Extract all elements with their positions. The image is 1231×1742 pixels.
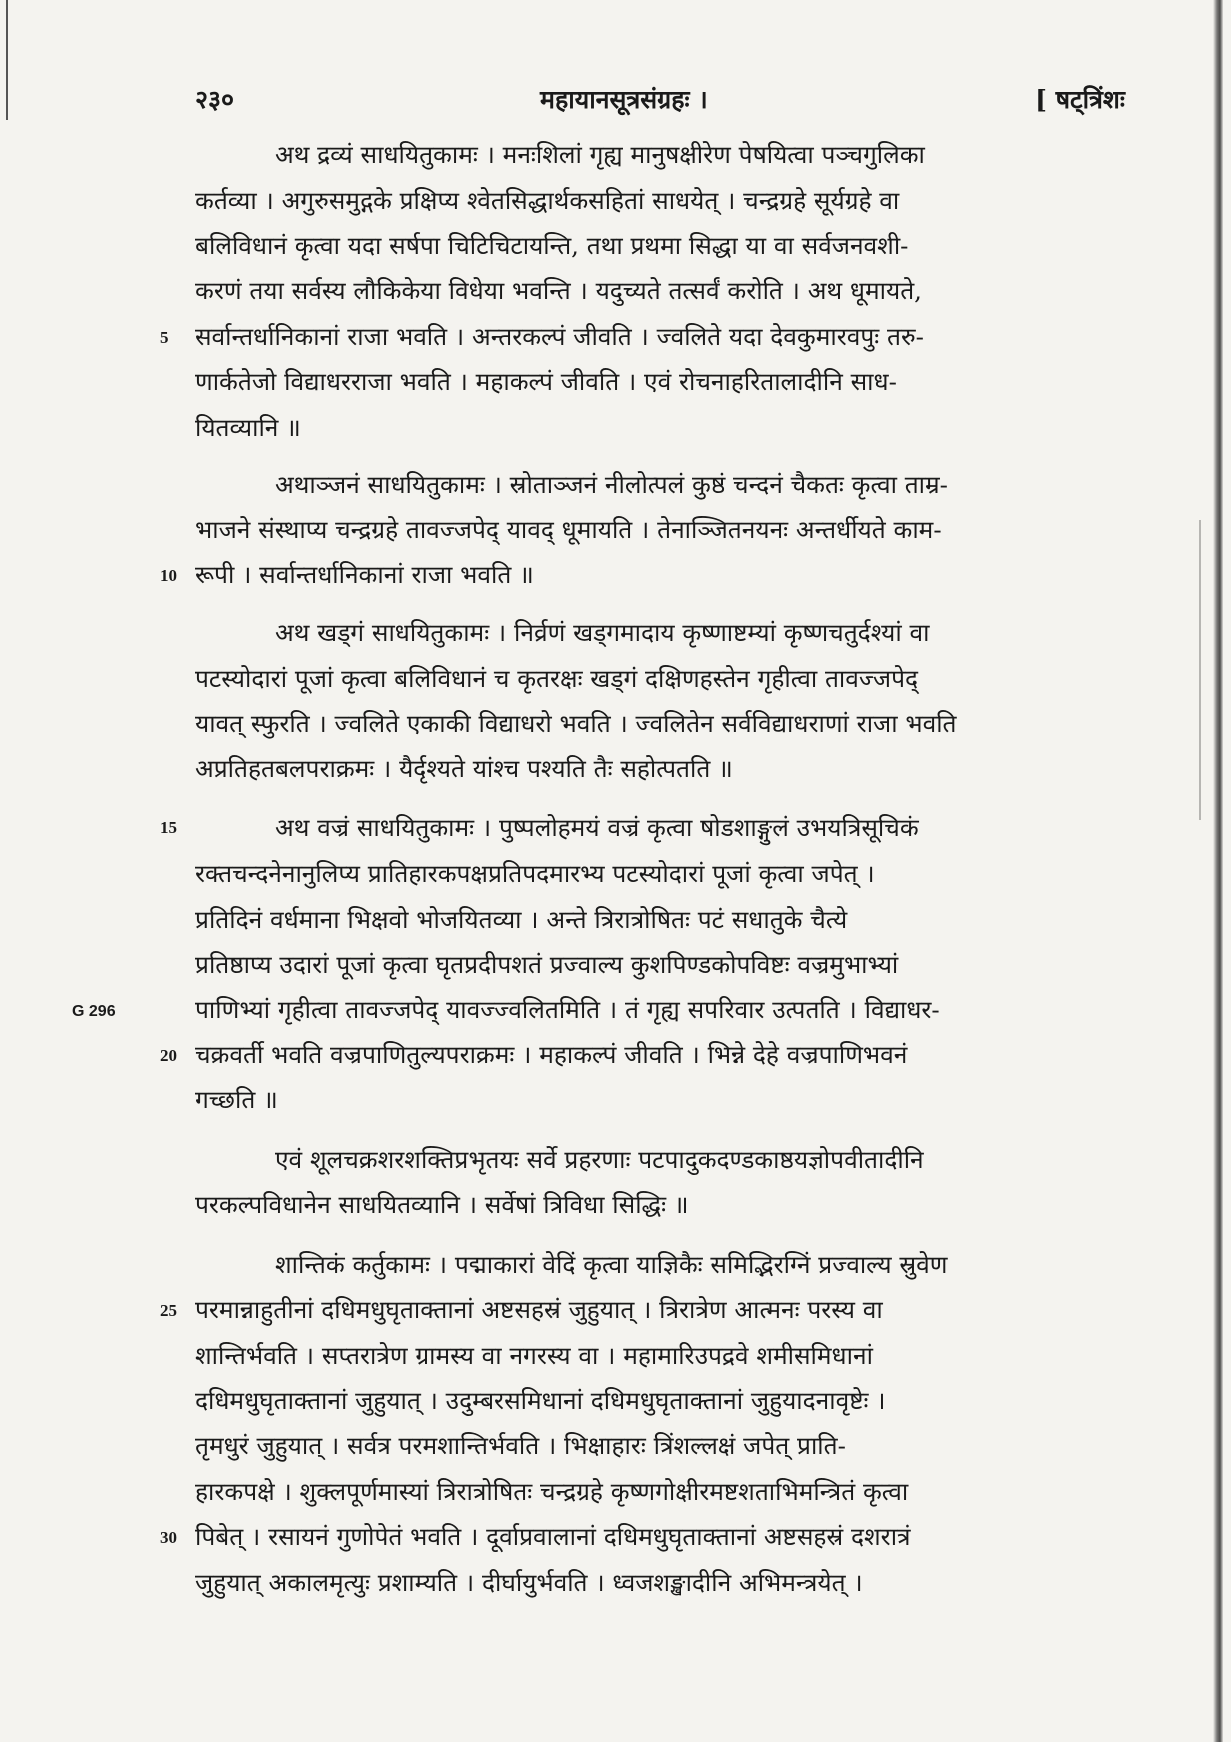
text-line: अप्रतिहतबलपराक्रमः । यैर्दृश्यते यांश्च पश्यति तैः सहोत्पतति ॥ bbox=[195, 754, 733, 783]
text-line: जुहुयात् अकालमृत्युः प्रशाम्यति । दीर्घायुर्भवति । ध्वजशङ्खादीनि अभिमन्त्रयेत् । bbox=[195, 1568, 863, 1597]
text-line: यितव्यानि ॥ bbox=[195, 413, 301, 442]
text-line: कर्तव्या । अगुरुसमुद्गके प्रक्षिप्य श्वेतसिद्धार्थकसहितां साधयेत् । चन्द्रग्रहे सूर्यग्रहे वा bbox=[195, 186, 900, 215]
line-number: 5 bbox=[160, 328, 169, 347]
text-line: पटस्योदारां पूजां कृत्वा बलिविधानं च कृतरक्षः खड्गं दक्षिणहस्तेन गृहीत्वा तावज्जपेद् bbox=[195, 664, 919, 693]
text-line: करणं तया सर्वस्य लौकिकेया विधेया भवन्ति । यदुच्यते तत्सर्वं करोति । अथ धूमायते, bbox=[195, 276, 922, 305]
text-line: एवं शूलचक्रशरशक्तिप्रभृतयः सर्वे प्रहरणाः पटपादुकदण्डकाष्ठयज्ञोपवीतादीनि bbox=[275, 1145, 924, 1174]
text-line: दधिमधुघृताक्तानां जुहुयात् । उदुम्बरसमिधानां दधिमधुघृताक्तानां जुहुयादनावृष्टेः । bbox=[195, 1386, 886, 1415]
line-number: 30 bbox=[160, 1528, 177, 1547]
line-number: 25 bbox=[160, 1301, 177, 1320]
line-number: 20 bbox=[160, 1046, 177, 1065]
scan-border-right-inner bbox=[1199, 520, 1201, 820]
text-line: गच्छति ॥ bbox=[195, 1085, 278, 1114]
text-line: पाणिभ्यां गृहीत्वा तावज्जपेद् यावज्ज्वलितमिति । तं गृह्य सपरिवार उत्पतति । विद्याधर- bbox=[195, 995, 940, 1024]
text-line: रक्तचन्दनेनानुलिप्य प्रातिहारकपक्षप्रतिपदमारभ्य पटस्योदारां पूजां कृत्वा जपेत् । bbox=[195, 859, 875, 888]
text-line: रूपी । सर्वान्तर्धानिकानां राजा भवति ॥ bbox=[195, 560, 534, 589]
text-line: सर्वान्तर्धानिकानां राजा भवति । अन्तरकल्पं जीवति । ज्वलिते यदा देवकुमारवपुः तरु- bbox=[195, 322, 924, 351]
text-line: णार्कतेजो विद्याधरराजा भवति । महाकल्पं जीवति । एवं रोचनाहरितालादीनि साध- bbox=[195, 367, 897, 396]
text-line: तृमधुरं जुहुयात् । सर्वत्र परमशान्तिर्भवति । भिक्षाहारः त्रिंशल्लक्षं जपेत् प्राति- bbox=[195, 1431, 846, 1460]
line-number: 10 bbox=[160, 566, 177, 585]
text-line: अथ वज्रं साधयितुकामः । पुष्पलोहमयं वज्रं कृत्वा षोडशाङ्गुलं उभयत्रिसूचिकं bbox=[275, 813, 919, 842]
text-line: परकल्पविधानेन साधयितव्यानि । सर्वेषां त्रिविधा सिद्धिः ॥ bbox=[195, 1190, 689, 1219]
text-line: शान्तिकं कर्तुकामः । पद्माकारां वेदिं कृत्वा याज्ञिकैः समिद्भिरग्निं प्रज्वाल्य स्रुवेण bbox=[275, 1250, 948, 1279]
text-line: अथ द्रव्यं साधयितुकामः । मनःशिलां गृह्य मानुषक्षीरेण पेषयित्वा पञ्चगुलिका bbox=[275, 140, 925, 169]
text-line: भाजने संस्थाप्य चन्द्रग्रहे तावज्जपेद् यावद् धूमायति । तेनाञ्जितनयनः अन्तर्धीयते काम- bbox=[195, 515, 942, 544]
page-number: २३० bbox=[195, 85, 235, 114]
text-line: प्रतिदिनं वर्धमाना भिक्षवो भोजयितव्या । अन्ते त्रिरात्रोषितः पटं सधातुके चैत्ये bbox=[195, 905, 848, 934]
text-line: यावत् स्फुरति । ज्वलिते एकाकी विद्याधरो भवति । ज्वलितेन सर्वविद्याधराणां राजा भवति bbox=[195, 709, 957, 738]
book-title: महायानसूत्रसंग्रहः । bbox=[540, 85, 708, 114]
text-line: शान्तिर्भवति । सप्तरात्रेण ग्रामस्य वा नगरस्य वा । महामारिउपद्रवे शमीसमिधानां bbox=[195, 1341, 873, 1370]
text-line: पिबेत् । रसायनं गुणोपेतं भवति । दूर्वाप्रवालानां दधिमधुघृताक्तानां अष्टसहस्रं दशरात्रं bbox=[195, 1522, 911, 1551]
margin-reference: G 296 bbox=[72, 1003, 116, 1020]
text-line: चक्रवर्ती भवति वज्रपाणितुल्यपराक्रमः । महाकल्पं जीवति । भिन्ने देहे वज्रपाणिभवनं bbox=[195, 1040, 908, 1069]
text-line: बलिविधानं कृत्वा यदा सर्षपा चिटिचिटायन्ति, तथा प्रथमा सिद्धा या वा सर्वजनवशी- bbox=[195, 231, 909, 260]
scan-border-left bbox=[6, 0, 8, 120]
chapter-heading: [ षट्त्रिंशः bbox=[1035, 85, 1125, 114]
text-line: प्रतिष्ठाप्य उदारां पूजां कृत्वा घृतप्रदीपशतं प्रज्वाल्य कुशपिण्डकोपविष्टः वज्रमुभाभ्यां bbox=[195, 950, 899, 979]
scan-border-right bbox=[1213, 0, 1223, 1742]
text-line: हारकपक्षे । शुक्लपूर्णमास्यां त्रिरात्रोषितः चन्द्रग्रहे कृष्णगोक्षीरमष्टशताभिमन्त्रितं कृत्वा bbox=[195, 1477, 909, 1506]
running-header bbox=[195, 82, 1125, 122]
text-line: अथाञ्जनं साधयितुकामः । स्रोताञ्जनं नीलोत्पलं कुष्ठं चन्दनं चैकतः कृत्वा ताम्र- bbox=[275, 470, 948, 499]
text-line: परमान्नाहुतीनां दधिमधुघृताक्तानां अष्टसहस्रं जुहुयात् । त्रिरात्रेण आत्मनः परस्य वा bbox=[195, 1295, 883, 1324]
line-number: 15 bbox=[160, 818, 177, 837]
text-line: अथ खड्गं साधयितुकामः । निर्व्रणं खड्गमादाय कृष्णाष्टम्यां कृष्णचतुर्दश्यां वा bbox=[275, 618, 930, 647]
